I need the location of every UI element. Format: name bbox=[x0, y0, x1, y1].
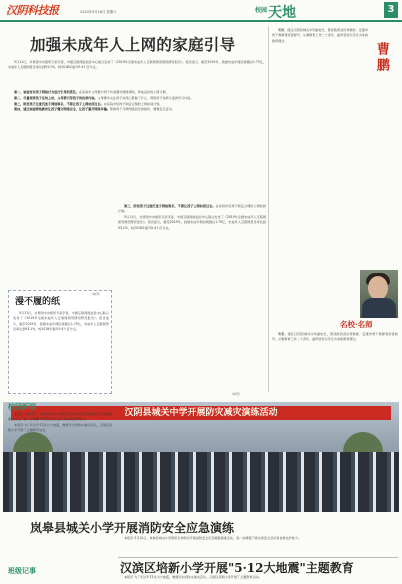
school-news-label: 校园新闻 bbox=[8, 402, 36, 411]
essay-text: 5月11日，共青团中央组织专家学者，中国互联网络信息中心联合发布了《2019年全国未成年人互联网使用情况研究报告》。报告显示，截至2019年，我国未成年网民规模达1.75亿，未成年人互联网普及率达到93.1%，较2018年提升0.4个百分点。 bbox=[13, 311, 109, 331]
article3-title: 汉滨区培新小学开展"5·12大地震"主题教育 bbox=[120, 561, 354, 575]
section-text: 父母要多关注孩子在网上都做了什么，帮助孩子选择合适的学习内容。 bbox=[97, 95, 194, 100]
profile-caption: 名校·名师 bbox=[340, 320, 373, 329]
profile-text: 曹鹏，现任汉阴县城关中学副校长，曾获陕西省优秀教师、安康市骨干教师等荣誉称号。从事教育工作二十余年，始终坚持以学生为本的教育理念。 bbox=[272, 28, 368, 43]
section-heading: 第三，防范孩子过度沉迷于网络娱乐，不要让孩子上网时间过长。 bbox=[14, 101, 104, 106]
column-divider bbox=[268, 26, 269, 392]
school-news-text: 本报讯 5月12日，岚皋县城关小学组织全校师生开展消防安全应急疏散演练活动，进一步增强了师生的安全意识和自救自护能力。 本报讯 为了纪念5·12汶川大地震，增强学生的防灾减灾意识，汉滨区培新小学开展了主题教育活动。 bbox=[8, 412, 112, 433]
section-heading: 第一，家庭有对孩子网络行为进行引导的责任。 bbox=[14, 90, 79, 94]
section-text: 帮助孩子分辨网络信息的真伪，增强安全意识。 bbox=[109, 107, 175, 112]
article-divider bbox=[118, 557, 398, 558]
issue-date: 2020年5月16日 星期六 bbox=[80, 10, 117, 14]
profile-extra: 曹鹏，现任汉阴县城关中学副校长，曾获陕西省优秀教师、安康市骨干教师等荣誉称号。从事教育工作二十余年，始终坚持以学生为本的教育理念。 bbox=[272, 332, 398, 342]
newspaper-logo: 汉阴科技报 bbox=[6, 4, 59, 17]
article-author: （林茂） bbox=[230, 392, 243, 396]
article3-text: 本报讯 为了纪念5·12汶川大地震，增强学生的防灾减灾意识，汉滨区培新小学开展了主题教育活动。 bbox=[124, 575, 262, 579]
main-headline: 加强未成年人上网的家庭引导 bbox=[30, 35, 236, 54]
section-heading: 第二，尽量保持孩子在线上时，父母要引导孩子的优质内容。 bbox=[14, 95, 98, 100]
portrait-body bbox=[362, 298, 396, 318]
essay-title: 漫不履的纸 bbox=[15, 297, 61, 307]
profile-name: 曹鹏 bbox=[373, 42, 389, 74]
section-text: 在家庭中父母要与孩子共同遵守网络规则，养成良好的上网习惯。 bbox=[78, 90, 169, 94]
article2-text: 本报讯 5月12日，岚皋县城关小学组织全校师生开展消防安全应急疏散演练活动，进一步增强了师生的安全意识和自救自护能力。 bbox=[124, 536, 302, 540]
photo-banner: 汉阴县城关中学开展防灾减灾演练活动 bbox=[11, 406, 391, 420]
article-continuation: 第三，防范孩子过度沉迷于网络娱乐，不要让孩子上网时间过长。在家庭中给孩子制定合理的上网时间计划。 5月11日，共青团中央组织专家学者，中国互联网络信息中心联合发布了《2019年全国未成年人互联网使用情况研究报告》。报告显示，截至2019年，我国未成年网民规模达1.75亿，未成年人互联网普及率达到93.1%，较2018年提升0.4个百分点。 bbox=[118, 204, 266, 230]
article2-title: 岚皋县城关小学开展消防安全应急演练 bbox=[30, 521, 235, 535]
page-number: 3 bbox=[384, 2, 398, 18]
article-intro: 5月11日，共青团中央组织专家学者，中国互联网络信息中心联合发布了《2019年全国未成年人互联网使用情况研究报告》。报告显示，截至2019年，我国未成年网民规模达1.75亿，未成年人互联网普及率达到93.1%，较2018年提升0.4个百分点。 bbox=[8, 60, 266, 70]
portrait-face bbox=[368, 276, 388, 300]
article-body bbox=[8, 90, 266, 200]
class-record-label: 班级记事 bbox=[8, 566, 36, 575]
section-heading: 第四，通过家庭网络教育让孩子遵守网络安全，让孩子避开网络诈骗。 bbox=[14, 107, 110, 112]
teacher-portrait bbox=[360, 270, 398, 318]
section-small-label: 校园 bbox=[255, 7, 268, 14]
section-label: 天地 bbox=[268, 5, 296, 21]
essay-box bbox=[8, 290, 112, 394]
essay-author: （林茂） bbox=[90, 292, 103, 296]
section-text: 在家庭中给孩子制定合理的上网时间计划。 bbox=[103, 101, 163, 106]
masthead bbox=[0, 0, 402, 22]
